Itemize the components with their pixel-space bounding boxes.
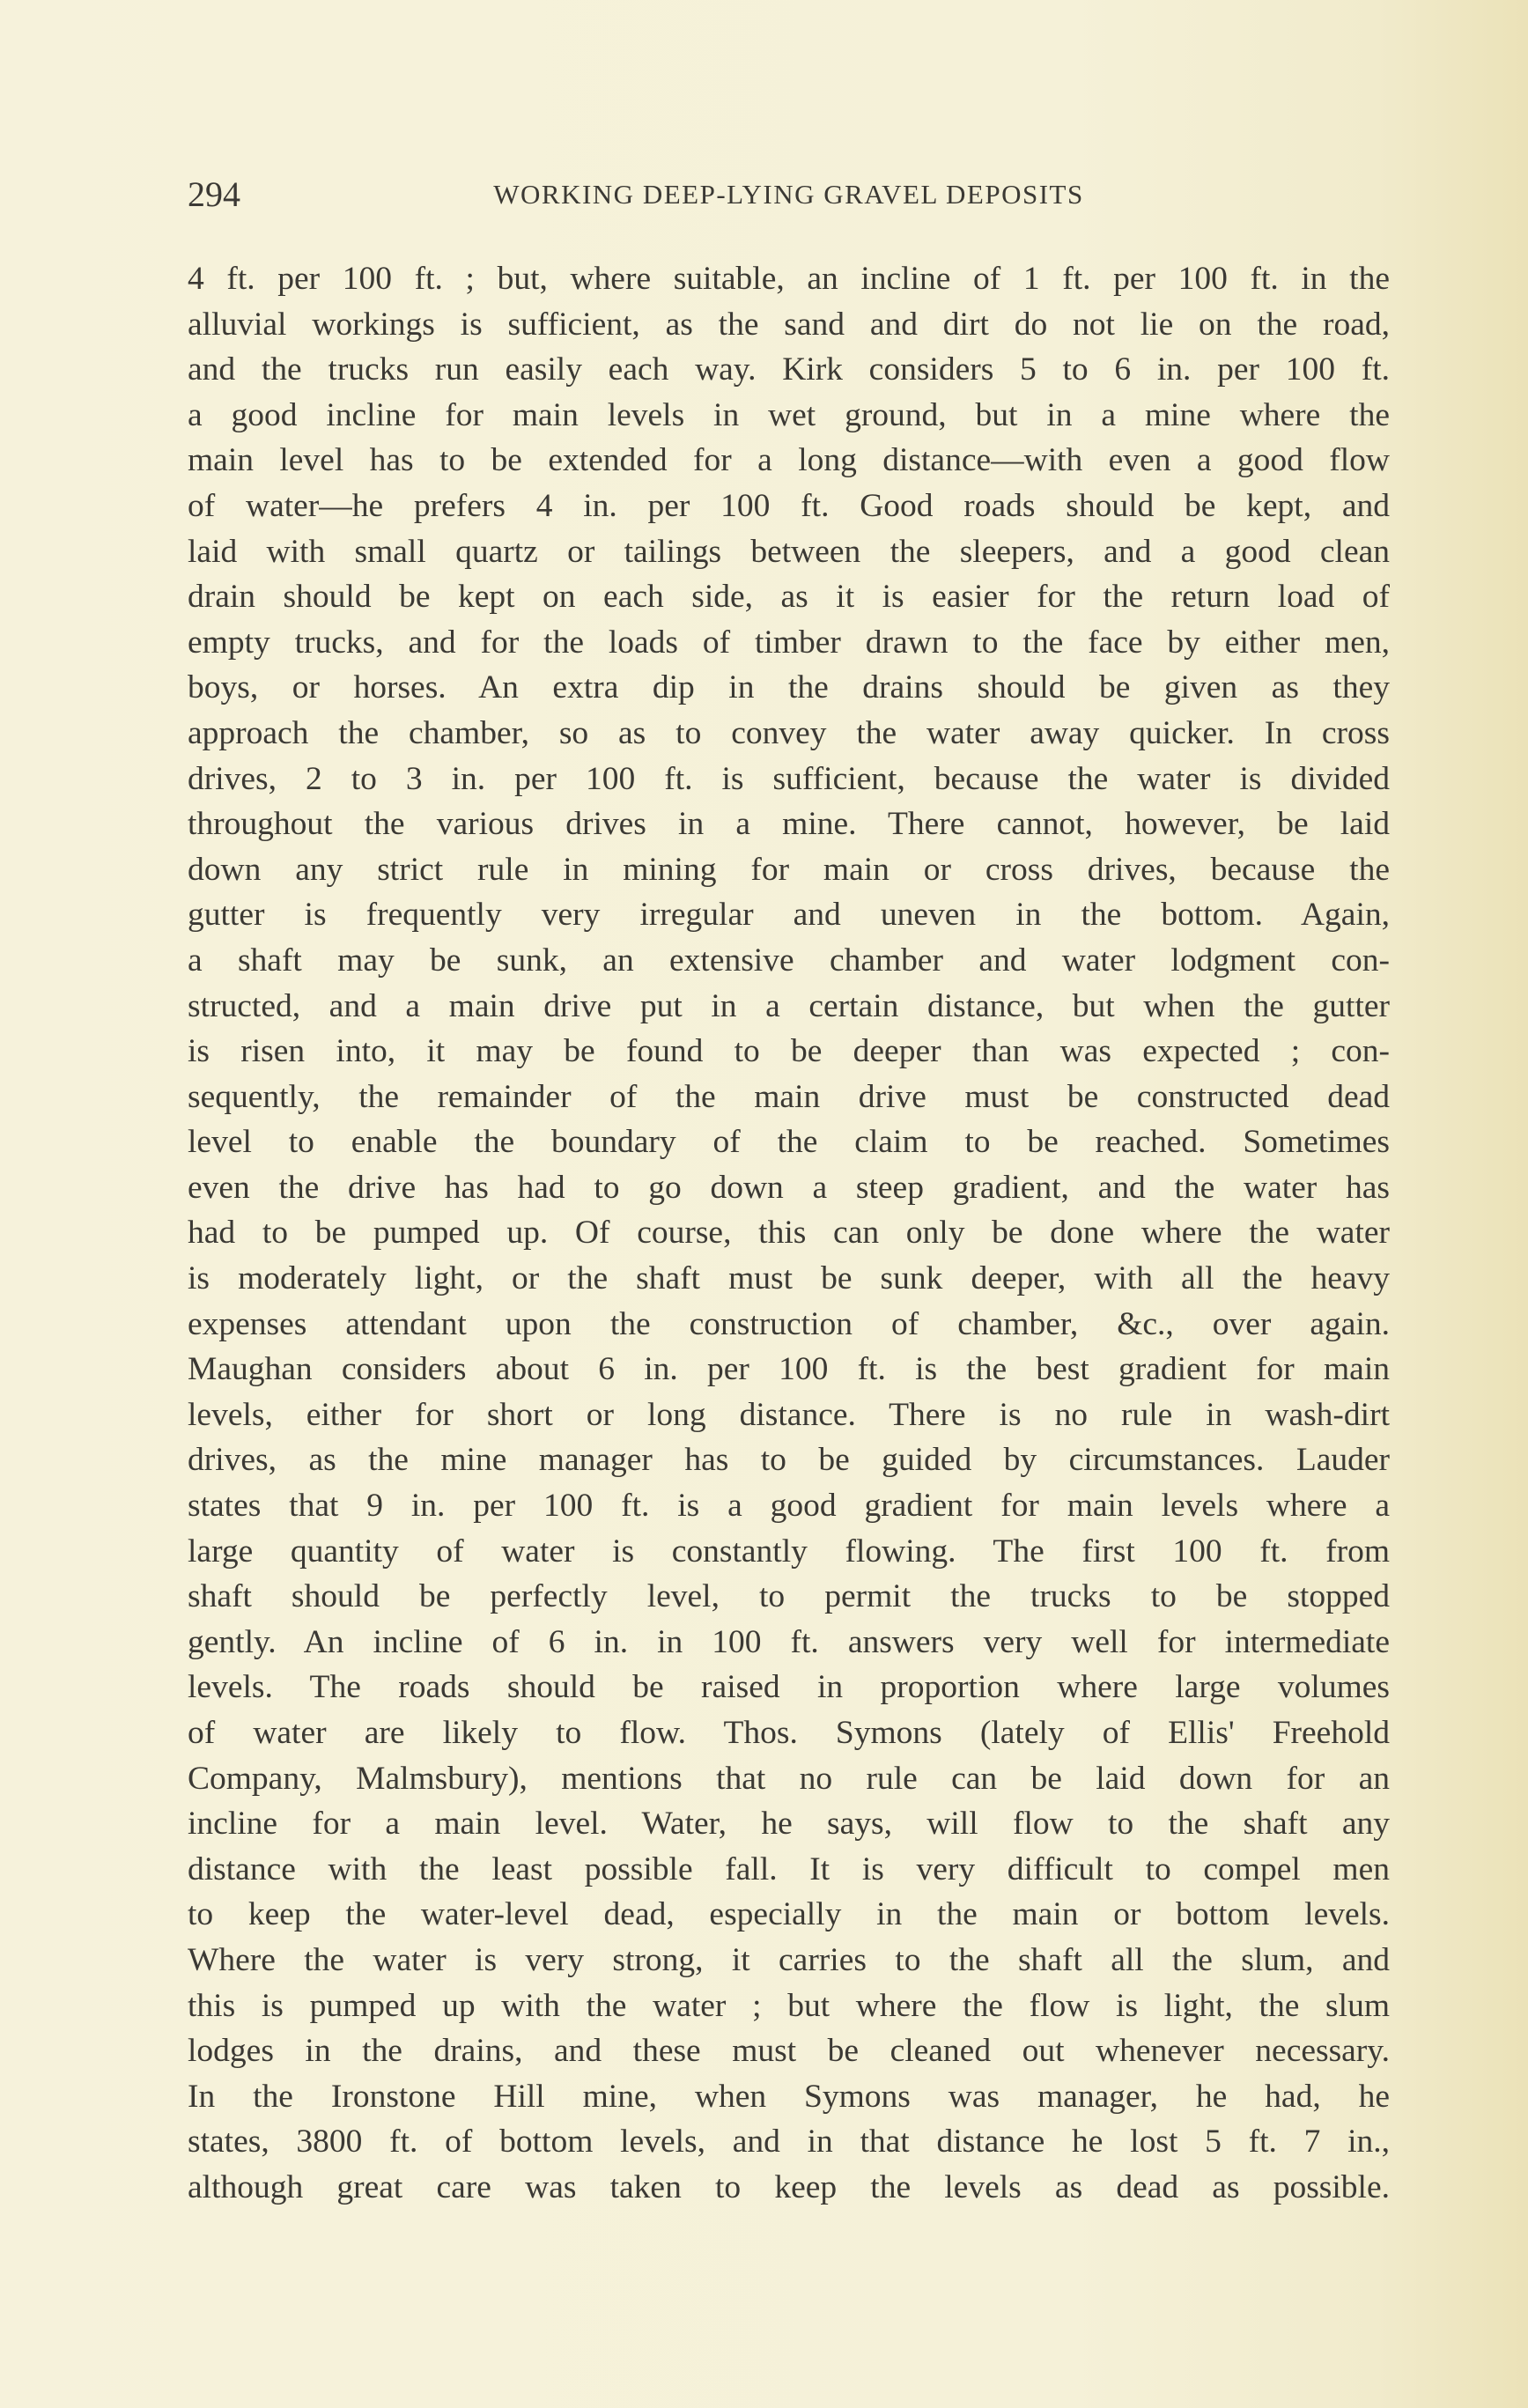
text-line: alluvial workings is sufficient, as the sand and dirt do not lie on the road, xyxy=(188,306,1390,343)
text-line: In the Ironstone Hill mine, when Symons was manager, he had, he xyxy=(188,2078,1390,2115)
text-line: is moderately light, or the shaft must be sunk deeper, with all the heavy xyxy=(188,1260,1390,1297)
body-text xyxy=(188,256,1390,2211)
text-line: this is pumped up with the water ; but where the flow is light, the slum xyxy=(188,1987,1390,2024)
text-line: structed, and a main drive put in a certain distance, but when the gutter xyxy=(188,987,1390,1024)
text-line: is risen into, it may be found to be deeper than was expected ; con- xyxy=(188,1033,1390,1070)
page-header xyxy=(188,173,1390,217)
text-line: expenses attendant upon the construction of chamber, &c., over again. xyxy=(188,1305,1390,1342)
text-line: drives, as the mine manager has to be guided by circumstances. Lauder xyxy=(188,1442,1390,1479)
text-line: sequently, the remainder of the main drive must be constructed dead xyxy=(188,1078,1390,1115)
text-line: to keep the water-level dead, especially in the main or bottom levels. xyxy=(188,1896,1390,1933)
text-line: lodges in the drains, and these must be cleaned out whenever necessary. xyxy=(188,2033,1390,2070)
text-line: a good incline for main levels in wet ground, but in a mine where the xyxy=(188,396,1390,433)
text-line: down any strict rule in mining for main or cross drives, because the xyxy=(188,851,1390,888)
text-line: Where the water is very strong, it carries to the shaft all the slum, and xyxy=(188,1941,1390,1978)
text-line: a shaft may be sunk, an extensive chamber and water lodgment con- xyxy=(188,942,1390,979)
running-title: WORKING DEEP-LYING GRAVEL DEPOSITS xyxy=(493,179,1084,210)
text-line: distance with the least possible fall. It is very difficult to compel men xyxy=(188,1850,1390,1887)
text-line: drain should be kept on each side, as it is easier for the return load of xyxy=(188,579,1390,616)
text-line: of water are likely to flow. Thos. Symons (lately of Ellis' Freehold xyxy=(188,1715,1390,1751)
text-line: and the trucks run easily each way. Kirk considers 5 to 6 in. per 100 ft. xyxy=(188,351,1390,388)
text-line: large quantity of water is constantly flowing. The first 100 ft. from xyxy=(188,1533,1390,1570)
text-line: empty trucks, and for the loads of timber drawn to the face by either men, xyxy=(188,624,1390,661)
text-line: boys, or horses. An extra dip in the drains should be given as they xyxy=(188,669,1390,706)
text-line: gutter is frequently very irregular and uneven in the bottom. Again, xyxy=(188,897,1390,934)
text-line: Maughan considers about 6 in. per 100 ft. is the best gradient for main xyxy=(188,1351,1390,1388)
text-line: main level has to be extended for a long distance—with even a good flow xyxy=(188,442,1390,479)
page-number: 294 xyxy=(188,174,240,214)
text-line: states, 3800 ft. of bottom levels, and in that distance he lost 5 ft. 7 in., xyxy=(188,2124,1390,2161)
text-line: approach the chamber, so as to convey the water away quicker. In cross xyxy=(188,714,1390,751)
text-line: incline for a main level. Water, he says, will flow to the shaft any xyxy=(188,1806,1390,1843)
text-line: shaft should be perfectly level, to permit the trucks to be stopped xyxy=(188,1578,1390,1615)
text-line: had to be pumped up. Of course, this can only be done where the water xyxy=(188,1215,1390,1252)
text-line: Company, Malmsbury), mentions that no rule can be laid down for an xyxy=(188,1760,1390,1797)
text-line: drives, 2 to 3 in. per 100 ft. is sufficient, because the water is divided xyxy=(188,760,1390,797)
text-line: states that 9 in. per 100 ft. is a good gradient for main levels where a xyxy=(188,1488,1390,1525)
text-line: levels, either for short or long distance. There is no rule in wash-dirt xyxy=(188,1396,1390,1433)
text-line: level to enable the boundary of the claim to be reached. Sometimes xyxy=(188,1124,1390,1161)
text-line: gently. An incline of 6 in. in 100 ft. answers very well for intermediate xyxy=(188,1623,1390,1660)
text-line: throughout the various drives in a mine. There cannot, however, be laid xyxy=(188,806,1390,843)
text-line: laid with small quartz or tailings between the sleepers, and a good clean xyxy=(188,533,1390,570)
text-line: even the drive has had to go down a steep gradient, and the water has xyxy=(188,1169,1390,1206)
text-line: although great care was taken to keep the levels as dead as possible. xyxy=(188,2168,1390,2205)
text-line: levels. The roads should be raised in proportion where large volumes xyxy=(188,1669,1390,1706)
text-line: of water—he prefers 4 in. per 100 ft. Good roads should be kept, and xyxy=(188,487,1390,524)
text-line: 4 ft. per 100 ft. ; but, where suitable, an incline of 1 ft. per 100 ft. in the xyxy=(188,261,1390,297)
